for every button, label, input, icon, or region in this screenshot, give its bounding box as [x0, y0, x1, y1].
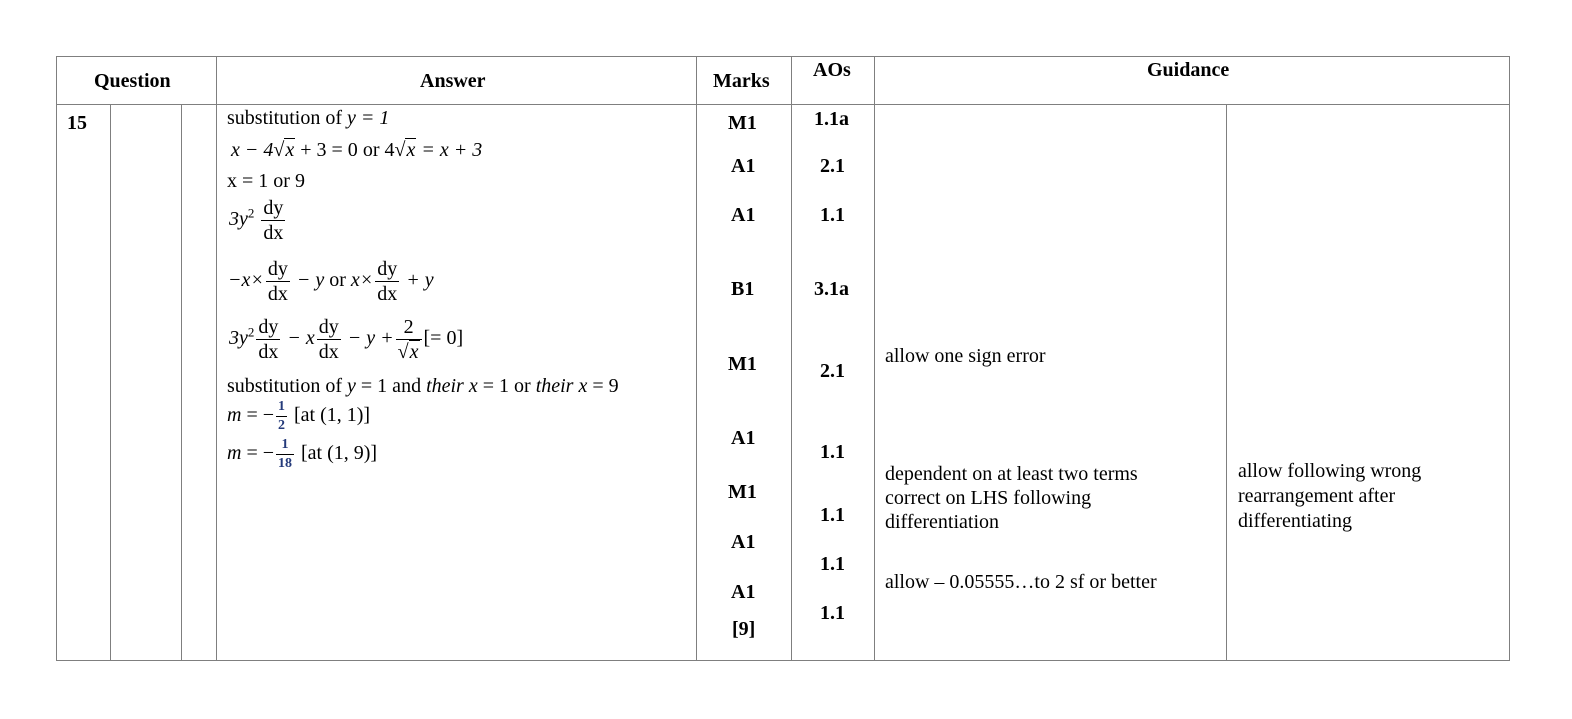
ao-1: 1.1a — [814, 108, 849, 130]
guidance-wrong-rearrangement: allow following wrong rearrangement after differentiating — [1238, 460, 1422, 532]
gradient-fraction: $\frac{1}{2}$ — [278, 398, 286, 433]
answer-line-6 — [229, 317, 463, 362]
sqrt-symbol: √x — [394, 139, 416, 161]
ao-4: 3.1a — [814, 278, 849, 300]
ao-5: 2.1 — [820, 360, 845, 382]
answer-line-4 — [229, 198, 287, 243]
answer-2-or: or — [357, 139, 385, 161]
gradient-fraction: $\frac{1}{18}$ — [278, 436, 293, 471]
answer-line-3: x = 1 or 9 — [227, 170, 305, 192]
sqrt-symbol: √x — [397, 341, 419, 363]
col-border-aos — [874, 56, 875, 661]
answer-6-mid: − x — [282, 327, 315, 350]
answer-4-exp: 2 — [247, 205, 255, 221]
mark-1: M1 — [728, 112, 757, 134]
answer-5-b: − y — [291, 269, 325, 292]
mark-8: A1 — [731, 531, 756, 553]
col-border-left — [56, 56, 57, 661]
answer-5-a: −x× — [228, 269, 264, 292]
answer-line-1 — [227, 107, 389, 129]
answer-1-text: substitution of — [227, 107, 348, 129]
header-answer: Answer — [420, 70, 486, 92]
guidance-dependent: dependent on at least two terms correct on LHS following differentiation — [885, 463, 1138, 533]
answer-5-c: x× — [350, 269, 374, 292]
mark-9: A1 — [731, 581, 756, 603]
mark-6: A1 — [731, 427, 756, 449]
answer-2-pre: x − 4 — [231, 139, 274, 161]
col-border-marks — [791, 56, 792, 661]
answer-line-2 — [231, 139, 482, 161]
derivative-fraction: $\frac{dy}{dx}$ — [267, 258, 288, 305]
answer-line-8: m = − $\frac{1}{2}$ [at (1, 1)] — [227, 398, 371, 433]
ao-6: 1.1 — [820, 441, 845, 463]
answer-line-5 — [228, 259, 434, 304]
derivative-fraction: $\frac{dy}{dx}$ — [258, 316, 279, 363]
ao-7: 1.1 — [820, 504, 845, 526]
mark-3: A1 — [731, 204, 756, 226]
answer-1-eq: y = 1 — [347, 107, 390, 129]
answer-4-coef: 3y — [229, 208, 248, 231]
sqrt-symbol: √x — [273, 139, 295, 161]
derivative-fraction: $\frac{dy}{dx}$ — [263, 197, 284, 244]
col-border-question — [216, 56, 217, 661]
ao-2: 2.1 — [820, 155, 845, 177]
col-border-answer — [696, 56, 697, 661]
answer-2-rad2: x — [406, 139, 416, 161]
guidance-sign-error: allow one sign error — [885, 345, 1046, 367]
header-aos: AOs — [813, 59, 851, 81]
answer-5-d: + y — [401, 269, 434, 292]
col-border-q1 — [110, 104, 111, 661]
answer-6-coef: 3y — [229, 327, 248, 350]
header-question: Question — [94, 70, 171, 92]
ao-9: 1.1 — [820, 602, 845, 624]
answer-2-post2: = x + 3 — [416, 139, 483, 161]
derivative-fraction: $\frac{dy}{dx}$ — [377, 258, 398, 305]
mark-4: B1 — [731, 278, 755, 300]
answer-6-tail: − y + — [342, 327, 394, 350]
guidance-decimal: allow – 0.05555…to 2 sf or better — [885, 571, 1157, 593]
mark-7: M1 — [728, 481, 757, 503]
col-border-q2 — [181, 104, 182, 661]
mark-total: [9] — [732, 618, 756, 640]
answer-2-pre2: 4 — [384, 139, 395, 161]
root-fraction: $\frac{2}{√x}$ — [396, 317, 422, 362]
ao-3: 1.1 — [820, 204, 845, 226]
col-border-guidance-split — [1226, 104, 1227, 661]
col-border-right — [1509, 56, 1510, 661]
mark-5: M1 — [728, 353, 757, 375]
header-bottom-border — [56, 104, 1510, 105]
question-number: 15 — [67, 112, 87, 134]
table-top-border — [56, 56, 1510, 57]
mark-2: A1 — [731, 155, 756, 177]
answer-line-9: m = − $\frac{1}{18}$ [at (1, 9)] — [227, 436, 378, 471]
table-bottom-border — [56, 660, 1510, 661]
answer-6-end: [= 0] — [423, 327, 464, 350]
answer-2-mid: + 3 = 0 — [295, 139, 358, 161]
answer-6-exp: 2 — [247, 324, 255, 340]
header-guidance: Guidance — [1147, 59, 1230, 81]
ao-8: 1.1 — [820, 553, 845, 575]
answer-2-rad: x — [285, 139, 295, 161]
answer-line-7: substitution of y = 1 and their x = 1 or their x = 9 — [227, 375, 619, 397]
header-marks: Marks — [713, 70, 770, 92]
answer-5-or: or — [324, 269, 351, 292]
derivative-fraction: $\frac{dy}{dx}$ — [318, 316, 339, 363]
